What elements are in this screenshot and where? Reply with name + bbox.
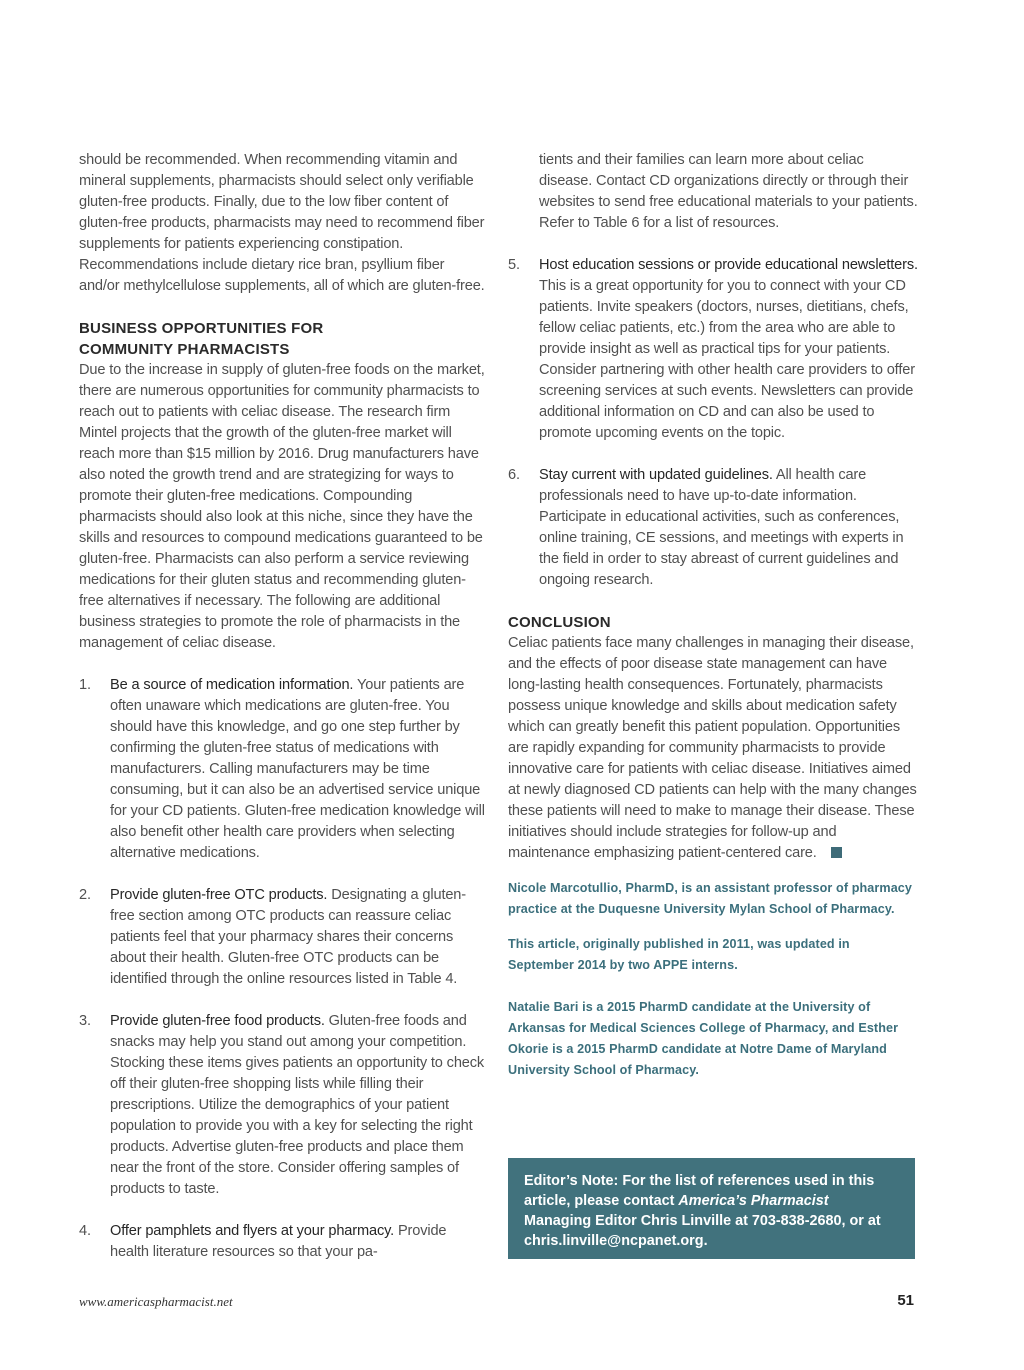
list-number: 5. [508,257,520,273]
update-note: This article, originally published in 2011, was updated in September 2014 by two APPE interns. [508,937,850,972]
conclusion-text: Celiac patients face many challenges in managing their disease, and the effects of poor disease state management can have long-lasting health consequences. Fortunately, pharmacists possess unique knowledge and skills about medication safety which can greatly benefit this patient population. Opportunities are rapidly expanding for community pharmacists to provide innovative care for patients with celiac disease. Initiatives aimed at newly diagnosed CD patients can help with the many changes these patients will need to make to manage their disease. These initiatives should include strategies for follow-up and maintenance emphasizing patient-centered care. [508,635,917,861]
footer-url: www.americaspharmacist.net [79,1294,233,1309]
list-lead: Provide gluten-free food products. [110,1013,325,1029]
list-body: Your patients are often unaware which medications are gluten-free. You should have this knowledge, and go one step further by confirming the gluten-free status of medications with manufacturers. Calling manufacturers may be time consuming, but it can also be an advertised service unique for your CD patients. Gluten-free medication knowledge will also benefit other health care providers when selecting alternative medications. [110,677,485,861]
author-bio: Nicole Marcotullio, PharmD, is an assistant professor of pharmacy practice at the Duquesne University Mylan School of Pharmacy. [508,881,913,916]
editor-note-publication: America’s Pharmacist [678,1193,829,1209]
list-number: 1. [79,677,91,693]
list-body: This is a great opportunity for you to connect with your CD patients. Invite speakers (doctors, nurses, dietitians, chefs, fellow celiac patients, etc.) from the area who are able to provide insight as well as practical tips for your patients. Consider partnering with other health care providers to offer screening services at such events. Newsletters can provide additional information on CD and can also be used to promote upcoming events on the topic. [539,278,915,441]
list-item-2 [79,885,487,990]
business-heading-line2: COMMUNITY PHARMACISTS [79,341,290,358]
list-lead: Be a source of medication information. [110,677,354,693]
list-number: 3. [79,1013,91,1029]
list-lead: Host education sessions or provide educational newsletters. [539,257,918,273]
list-number: 2. [79,887,91,903]
list-item-4-continued [508,150,918,234]
list-body: Gluten-free foods and snacks may help you stand out among your competition. Stocking these items gives patients an opportunity to check off their gluten-free shopping lists while filling their prescriptions. Utilize the demographics of your patient population to provide you with a key for selecting the right products. Advertise gluten-free products and place them near the front of the store. Consider offering samples of products to taste. [110,1013,485,1197]
list-body: tients and their families can learn more about celiac disease. Contact CD organizations directly or through their websites to send free educational materials to your patients. Refer to Table 6 for a list of resources. [539,152,918,231]
editor-note-before: Editor’s Note: For the list of references used in this article, please contact [524,1173,875,1209]
business-heading-line1: BUSINESS OPPORTUNITIES FOR [79,320,324,337]
editor-note-box [508,1158,915,1259]
end-of-article-square-icon [831,847,842,858]
left-column [79,150,487,1263]
list-body: Designating a gluten-free section among OTC products can reassure celiac patients feel that your pharmacy shares their concerns about their health. Gluten-free OTC products can be identified through the online resources listed in Table 4. [110,887,466,987]
list-number: 6. [508,467,520,483]
intro-paragraph: should be recommended. When recommending vitamin and mineral supplements, pharmacists should select only verifiable gluten-free products. Finally, due to the low fiber content of gluten-free products, pharmacists may need to recommend fiber supplements for patients experiencing constipation. Recommendations include dietary rice bran, psyllium fiber and/or methylcellulose supplements, all of which are gluten-free. [79,152,485,294]
list-item-5 [508,255,918,444]
intern-bio: Natalie Bari is a 2015 PharmD candidate at the University of Arkansas for Medical Sciences College of Pharmacy, and Esther Okorie is a 2015 PharmD candidate at Notre Dame of Maryland University School of Pharmacy. [508,1000,899,1077]
list-body: Provide health literature resources so that your pa- [110,1223,447,1260]
list-lead: Provide gluten-free OTC products. [110,887,328,903]
conclusion-body [508,633,918,864]
business-body: Due to the increase in supply of gluten-free foods on the market, there are numerous opportunities for community pharmacists to reach out to patients with celiac disease. The research firm Mintel projects that the growth of the gluten-free market will reach more than $15 million by 2016. Drug manufacturers have also noted the growth trend and are strategizing for ways to promote their gluten-free medications. Compounding pharmacists should also look at this niche, since they have the skills and resources to compound medications guaranteed to be gluten-free. Pharmacists can also perform a service reviewing medications for their gluten status and recommending gluten-free alternatives if necessary. The following are additional business strategies to promote the role of pharmacists in the management of celiac disease. [79,362,485,651]
list-item-1 [79,675,487,864]
list-lead: Stay current with updated guidelines. [539,467,773,483]
list-item-4 [79,1221,487,1263]
page-number: 51 [897,1292,914,1309]
conclusion-heading: CONCLUSION [508,614,611,631]
list-item-3 [79,1011,487,1200]
list-number: 4. [79,1223,91,1239]
list-item-6 [508,465,918,591]
list-body: All health care professionals need to have up-to-date information. Participate in educational activities, such as conferences, online training, CE sessions, and meetings with experts in the field in order to stay abreast of current guidelines and ongoing research. [539,467,904,588]
right-column [508,150,918,1081]
editor-note-after: Managing Editor Chris Linville at 703-838-2680, or at chris.linville@ncpanet.org. [524,1213,881,1249]
list-lead: Offer pamphlets and flyers at your pharmacy. [110,1223,395,1239]
